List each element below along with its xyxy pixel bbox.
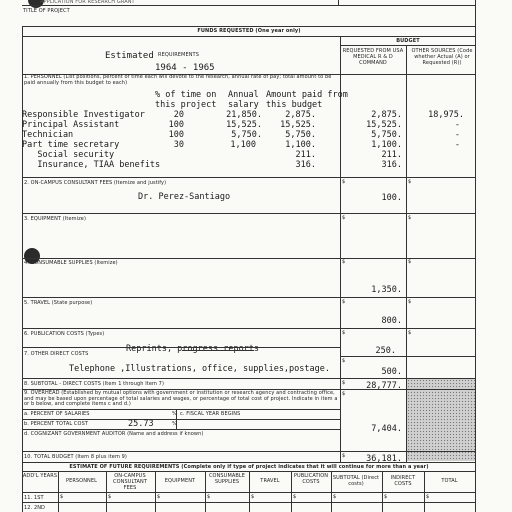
requested-amount: 316.	[381, 160, 402, 170]
position: Technician	[22, 130, 74, 140]
pct-time: 30	[173, 140, 184, 150]
shaded-area	[407, 379, 475, 461]
pct-time: 20	[173, 110, 184, 120]
requirements-label: REQUIREMENTS	[158, 52, 199, 58]
personnel-section-label: 1. PERSONNEL (List positions, percent of time each will devote to the research, annual rate of pay; total amount to be paid annually from this budget to each)	[24, 74, 332, 86]
percent-total-cost-label: b. PERCENT TOTAL COST	[24, 421, 88, 427]
salary-header: Annual	[228, 90, 259, 100]
publication-item: Reprints, progress reports	[126, 344, 260, 354]
amount-paid: 2,875.	[285, 110, 316, 120]
consultant-section-label: 2. ON-CAMPUS CONSULTANT FEES (Itemize and justify)	[24, 180, 167, 186]
pct-time: 100	[168, 120, 184, 130]
year-range: 1964 - 1965	[155, 63, 215, 73]
annual-salary: 5,750.	[231, 130, 262, 140]
dollar-sign: $	[408, 259, 412, 265]
consultant-name: Dr. Perez-Santiago	[138, 192, 231, 202]
subtotal-amount: 28,777.	[366, 381, 402, 391]
dollar-sign: $	[60, 494, 64, 500]
row-year: 12. 2ND	[24, 505, 46, 511]
dollar-sign: $	[342, 380, 346, 386]
budget-label: BUDGET	[396, 38, 420, 44]
dollar-sign: $	[251, 494, 255, 500]
salary-header-2: salary	[228, 100, 259, 110]
dollar-sign: $	[426, 494, 430, 500]
publication-section-label: 6. PUBLICATION COSTS (Types)	[24, 331, 105, 337]
total-budget-amount: 36,181.	[366, 454, 402, 464]
col-header: CONSUMABLE SUPPLIES	[208, 473, 246, 485]
col-header: PERSONNEL	[65, 478, 98, 484]
requested-amount: 1,100.	[371, 140, 402, 150]
pct-time-header: % of time on	[155, 90, 217, 100]
requested-amount: 15,525.	[366, 120, 402, 130]
position: Principal Assistant	[22, 120, 120, 130]
requested-amount: 5,750.	[371, 130, 402, 140]
dollar-sign: $	[342, 453, 346, 459]
other-sources-column-header: OTHER SOURCES (Code whether Actual (A) or Requested (R))	[411, 48, 473, 66]
annual-salary: 1,100	[230, 140, 256, 150]
position: Insurance, TIAA benefits	[22, 160, 161, 170]
amount-header-2: this budget	[266, 100, 323, 110]
dollar-sign: $	[408, 179, 412, 185]
other-direct-amount: 500.	[381, 367, 402, 377]
dollar-sign: $	[207, 494, 211, 500]
amount-paid: 316.	[295, 160, 316, 170]
annual-salary: 21,850.	[226, 110, 262, 120]
position: Responsible Investigator	[22, 110, 145, 120]
requested-amount: 2,875.	[371, 110, 402, 120]
dollar-sign: $	[342, 179, 346, 185]
other-sources-amount: -	[454, 130, 460, 140]
col-header: TRAVEL	[260, 478, 280, 484]
dollar-sign: $	[108, 494, 112, 500]
row-year: 11. 1ST	[24, 495, 44, 501]
position: Part time secretary	[22, 140, 120, 150]
dollar-sign: $	[333, 494, 337, 500]
equipment-section-label: 3. EQUIPMENT (Itemize)	[24, 216, 87, 222]
travel-amount: 800.	[381, 316, 402, 326]
col-header: SUBTOTAL (Direct costs)	[332, 475, 380, 487]
estimated-label: Estimated	[105, 51, 154, 61]
dollar-sign: $	[408, 330, 412, 336]
col-header: EQUIPMENT	[164, 478, 196, 484]
dollar-sign: $	[408, 215, 412, 221]
other-direct-section-label: 7. OTHER DIRECT COSTS	[24, 351, 89, 357]
funds-requested-title: FUNDS REQUESTED (One year only)	[197, 28, 301, 34]
col-header: ADD'L YEARS	[22, 473, 58, 479]
requested-amount: 211.	[381, 150, 402, 160]
requested-column-header: REQUESTED FROM USA MEDICAL R & D COMMAND	[342, 48, 404, 66]
col-header: TOTAL	[441, 478, 458, 484]
fiscal-year-label: c. FISCAL YEAR BEGINS	[180, 411, 241, 417]
future-requirements-title: ESTIMATE OF FUTURE REQUIREMENTS (Complete only if type of project indicates that it will continue for more than a year)	[69, 464, 429, 470]
dollar-sign: $	[408, 299, 412, 305]
amount-paid: 5,750.	[285, 130, 316, 140]
amount-paid: 15,525.	[280, 120, 316, 130]
overhead-amount: 7,404.	[371, 424, 402, 434]
amount-paid: 211.	[295, 150, 316, 160]
amount-header: Amount paid from	[266, 90, 348, 100]
col-header: INDIRECT COSTS	[390, 475, 416, 487]
pct-time: 100	[168, 130, 184, 140]
other-sources-amount: -	[454, 140, 460, 150]
travel-section-label: 5. TRAVEL (State purpose)	[24, 300, 93, 306]
other-sources-amount: -	[454, 120, 460, 130]
percent-sign: %	[172, 411, 177, 417]
amount-paid: 1,100.	[285, 140, 316, 150]
percent-of-salaries-label: a. PERCENT OF SALARIES	[24, 411, 90, 417]
dollar-sign: $	[342, 299, 346, 305]
consumable-section-label: 4. CONSUMABLE SUPPLIES (Itemize)	[24, 260, 118, 266]
dollar-sign: $	[342, 330, 346, 336]
dollar-sign: $	[342, 358, 346, 364]
dollar-sign: $	[157, 494, 161, 500]
col-header: ON-CAMPUS CONSULTANT FEES	[113, 473, 147, 491]
dollar-sign: $	[342, 259, 346, 265]
publication-amount: 250.	[375, 346, 396, 356]
dollar-sign: $	[342, 215, 346, 221]
other-direct-item: Telephone ,Illustrations, office, supplies,postage.	[69, 364, 330, 374]
percent-sign: %	[172, 421, 177, 427]
col-header: PUBLICATION COSTS	[293, 473, 329, 485]
overhead-section-label: 9. OVERHEAD (Established by mutual options with government or institution or research agency and contracting office, and may be based upon percentage of total salaries and wages, or percentage of total cost of project. Indicate in item a or b below, and complete items c and d.)	[24, 390, 338, 407]
subtotal-section-label: 8. SUBTOTAL - DIRECT COSTS (Item 1 through Item 7)	[24, 381, 165, 387]
pct-time-header-2: this project	[155, 100, 217, 110]
total-budget-label: 10. TOTAL BUDGET (Item 8 plus item 9)	[24, 454, 127, 460]
dollar-sign: $	[342, 391, 346, 397]
position: Social security	[22, 150, 115, 160]
dollar-sign: $	[293, 494, 297, 500]
consumable-amount: 1,350.	[371, 285, 402, 295]
title-of-project-label: TITLE OF PROJECT	[23, 8, 70, 14]
percent-total-cost-value: 25.73	[128, 419, 154, 429]
other-sources-amount: 18,975.	[428, 110, 464, 120]
annual-salary: 15,525.	[226, 120, 262, 130]
auditor-label: d. COGNIZANT GOVERNMENT AUDITOR (Name and address if known)	[24, 431, 204, 437]
form-title: APPLICATION FOR RESEARCH GRANT	[40, 0, 135, 5]
consultant-amount: 100.	[381, 193, 402, 203]
dollar-sign: $	[384, 494, 388, 500]
